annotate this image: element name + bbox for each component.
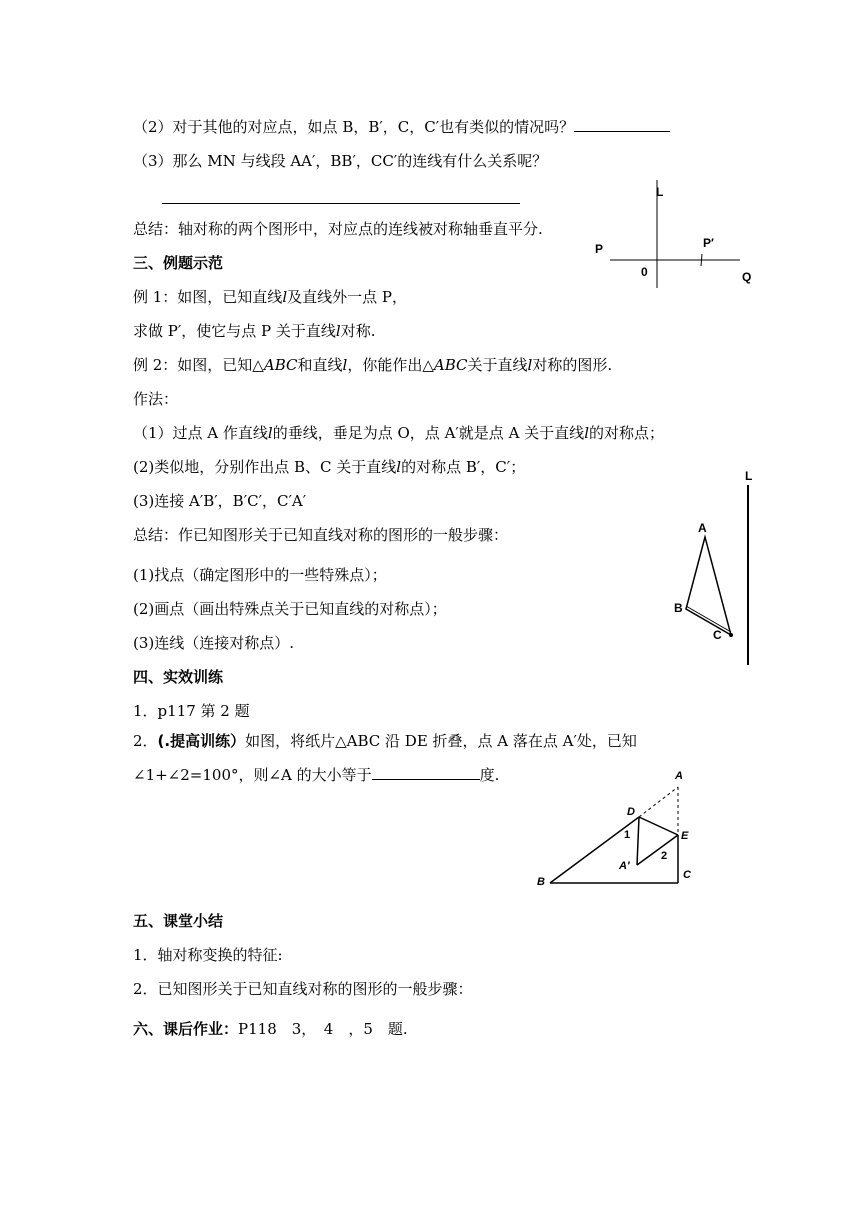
label-A: A bbox=[675, 770, 683, 782]
angle-1-label: 1 bbox=[624, 829, 631, 841]
method-summary: 总结：作已知图形关于已知直线对称的图形的一般步骤： bbox=[133, 526, 509, 544]
label-A: A bbox=[698, 521, 707, 535]
label-P-prime: P′ bbox=[703, 236, 714, 250]
question-3: （3）那么 MN 与线段 AA′，BB′，CC′的连线有什么关系呢？ bbox=[133, 152, 548, 170]
example-2: 例 2：如图，已知△ABC和直线l，你能作出△ABC关于直线l对称的图形. bbox=[133, 356, 613, 374]
segment-EA-prime bbox=[637, 835, 678, 865]
label-B: B bbox=[537, 876, 545, 888]
tick-mark bbox=[701, 254, 702, 266]
figure-axes-p bbox=[590, 180, 760, 290]
angle-2-label: 2 bbox=[661, 850, 668, 862]
label-B: B bbox=[674, 601, 683, 615]
label-L: L bbox=[656, 185, 664, 199]
practice-2: 2．(.提高训练）如图，将纸片△ABC 沿 DE 折叠，点 A 落在点 A′处，已知 bbox=[133, 732, 637, 750]
step-3: (3)连接 A′B′，B′C′，C′A′ bbox=[133, 492, 307, 510]
label-O: 0 bbox=[641, 265, 648, 279]
section-4-heading: 四、实效训练 bbox=[133, 668, 224, 686]
point-C bbox=[729, 633, 733, 637]
dashed-fold-AD bbox=[639, 787, 678, 817]
section-5-heading: 五、课堂小结 bbox=[133, 912, 224, 930]
segment-DA-prime bbox=[637, 817, 639, 865]
homework: 六、课后作业：P118 3， 4 ，5 题. bbox=[133, 1020, 408, 1038]
label-E: E bbox=[681, 830, 689, 842]
step-1: （1）过点 A 作直线l的垂线，垂足为点 O，点 A′就是点 A 关于直线l的对称点； bbox=[133, 424, 665, 442]
label-C: C bbox=[713, 628, 722, 642]
summary-item-1: 1．轴对称变换的特征: bbox=[133, 946, 283, 964]
practice-2-line-2: ∠1+∠2=100°，则∠A 的大小等于 度. bbox=[133, 766, 500, 784]
answer-blank-q3[interactable] bbox=[162, 203, 520, 204]
figure-triangle-line bbox=[665, 465, 765, 670]
summary-step-3: (3)连线（连接对称点）. bbox=[133, 634, 295, 652]
label-L: L bbox=[745, 469, 753, 483]
answer-blank-angle[interactable] bbox=[372, 765, 480, 780]
method-label: 作法： bbox=[133, 390, 179, 408]
question-2: （2）对于其他的对应点，如点 B，B′，C，C′也有类似的情况吗？ bbox=[133, 117, 670, 137]
answer-blank-q2[interactable] bbox=[574, 117, 670, 132]
label-C: C bbox=[683, 869, 691, 881]
section-3-heading: 三、例题示范 bbox=[133, 254, 224, 272]
example-1-line-1: 例 1：如图，已知直线l及直线外一点 P， bbox=[133, 288, 407, 306]
summary-item-2: 2．已知图形关于已知直线对称的图形的一般步骤： bbox=[133, 980, 473, 998]
summary-step-2: (2)画点（画出特殊点关于已知直线的对称点）； bbox=[133, 600, 447, 618]
summary-step-1: (1)找点（确定图形中的一些特殊点）； bbox=[133, 566, 387, 584]
label-Q: Q bbox=[742, 270, 752, 284]
practice-1: 1．p117 第 2 题 bbox=[133, 702, 250, 720]
figure-folded-triangle bbox=[530, 765, 710, 890]
label-D: D bbox=[627, 806, 635, 818]
triangle-ABC bbox=[686, 537, 731, 635]
label-P: P bbox=[595, 242, 604, 256]
label-A-prime: A′ bbox=[619, 860, 630, 872]
fold-DE bbox=[639, 817, 678, 835]
example-1-line-2: 求做 P′，使它与点 P 关于直线l对称. bbox=[133, 322, 376, 340]
triangle-BCA bbox=[550, 795, 678, 883]
summary-axis-symmetry: 总结：轴对称的两个图形中，对应点的连线被对称轴垂直平分. bbox=[133, 220, 543, 238]
step-2: (2)类似地，分别作出点 B、C 关于直线l的对称点 B′，C′； bbox=[133, 458, 526, 476]
